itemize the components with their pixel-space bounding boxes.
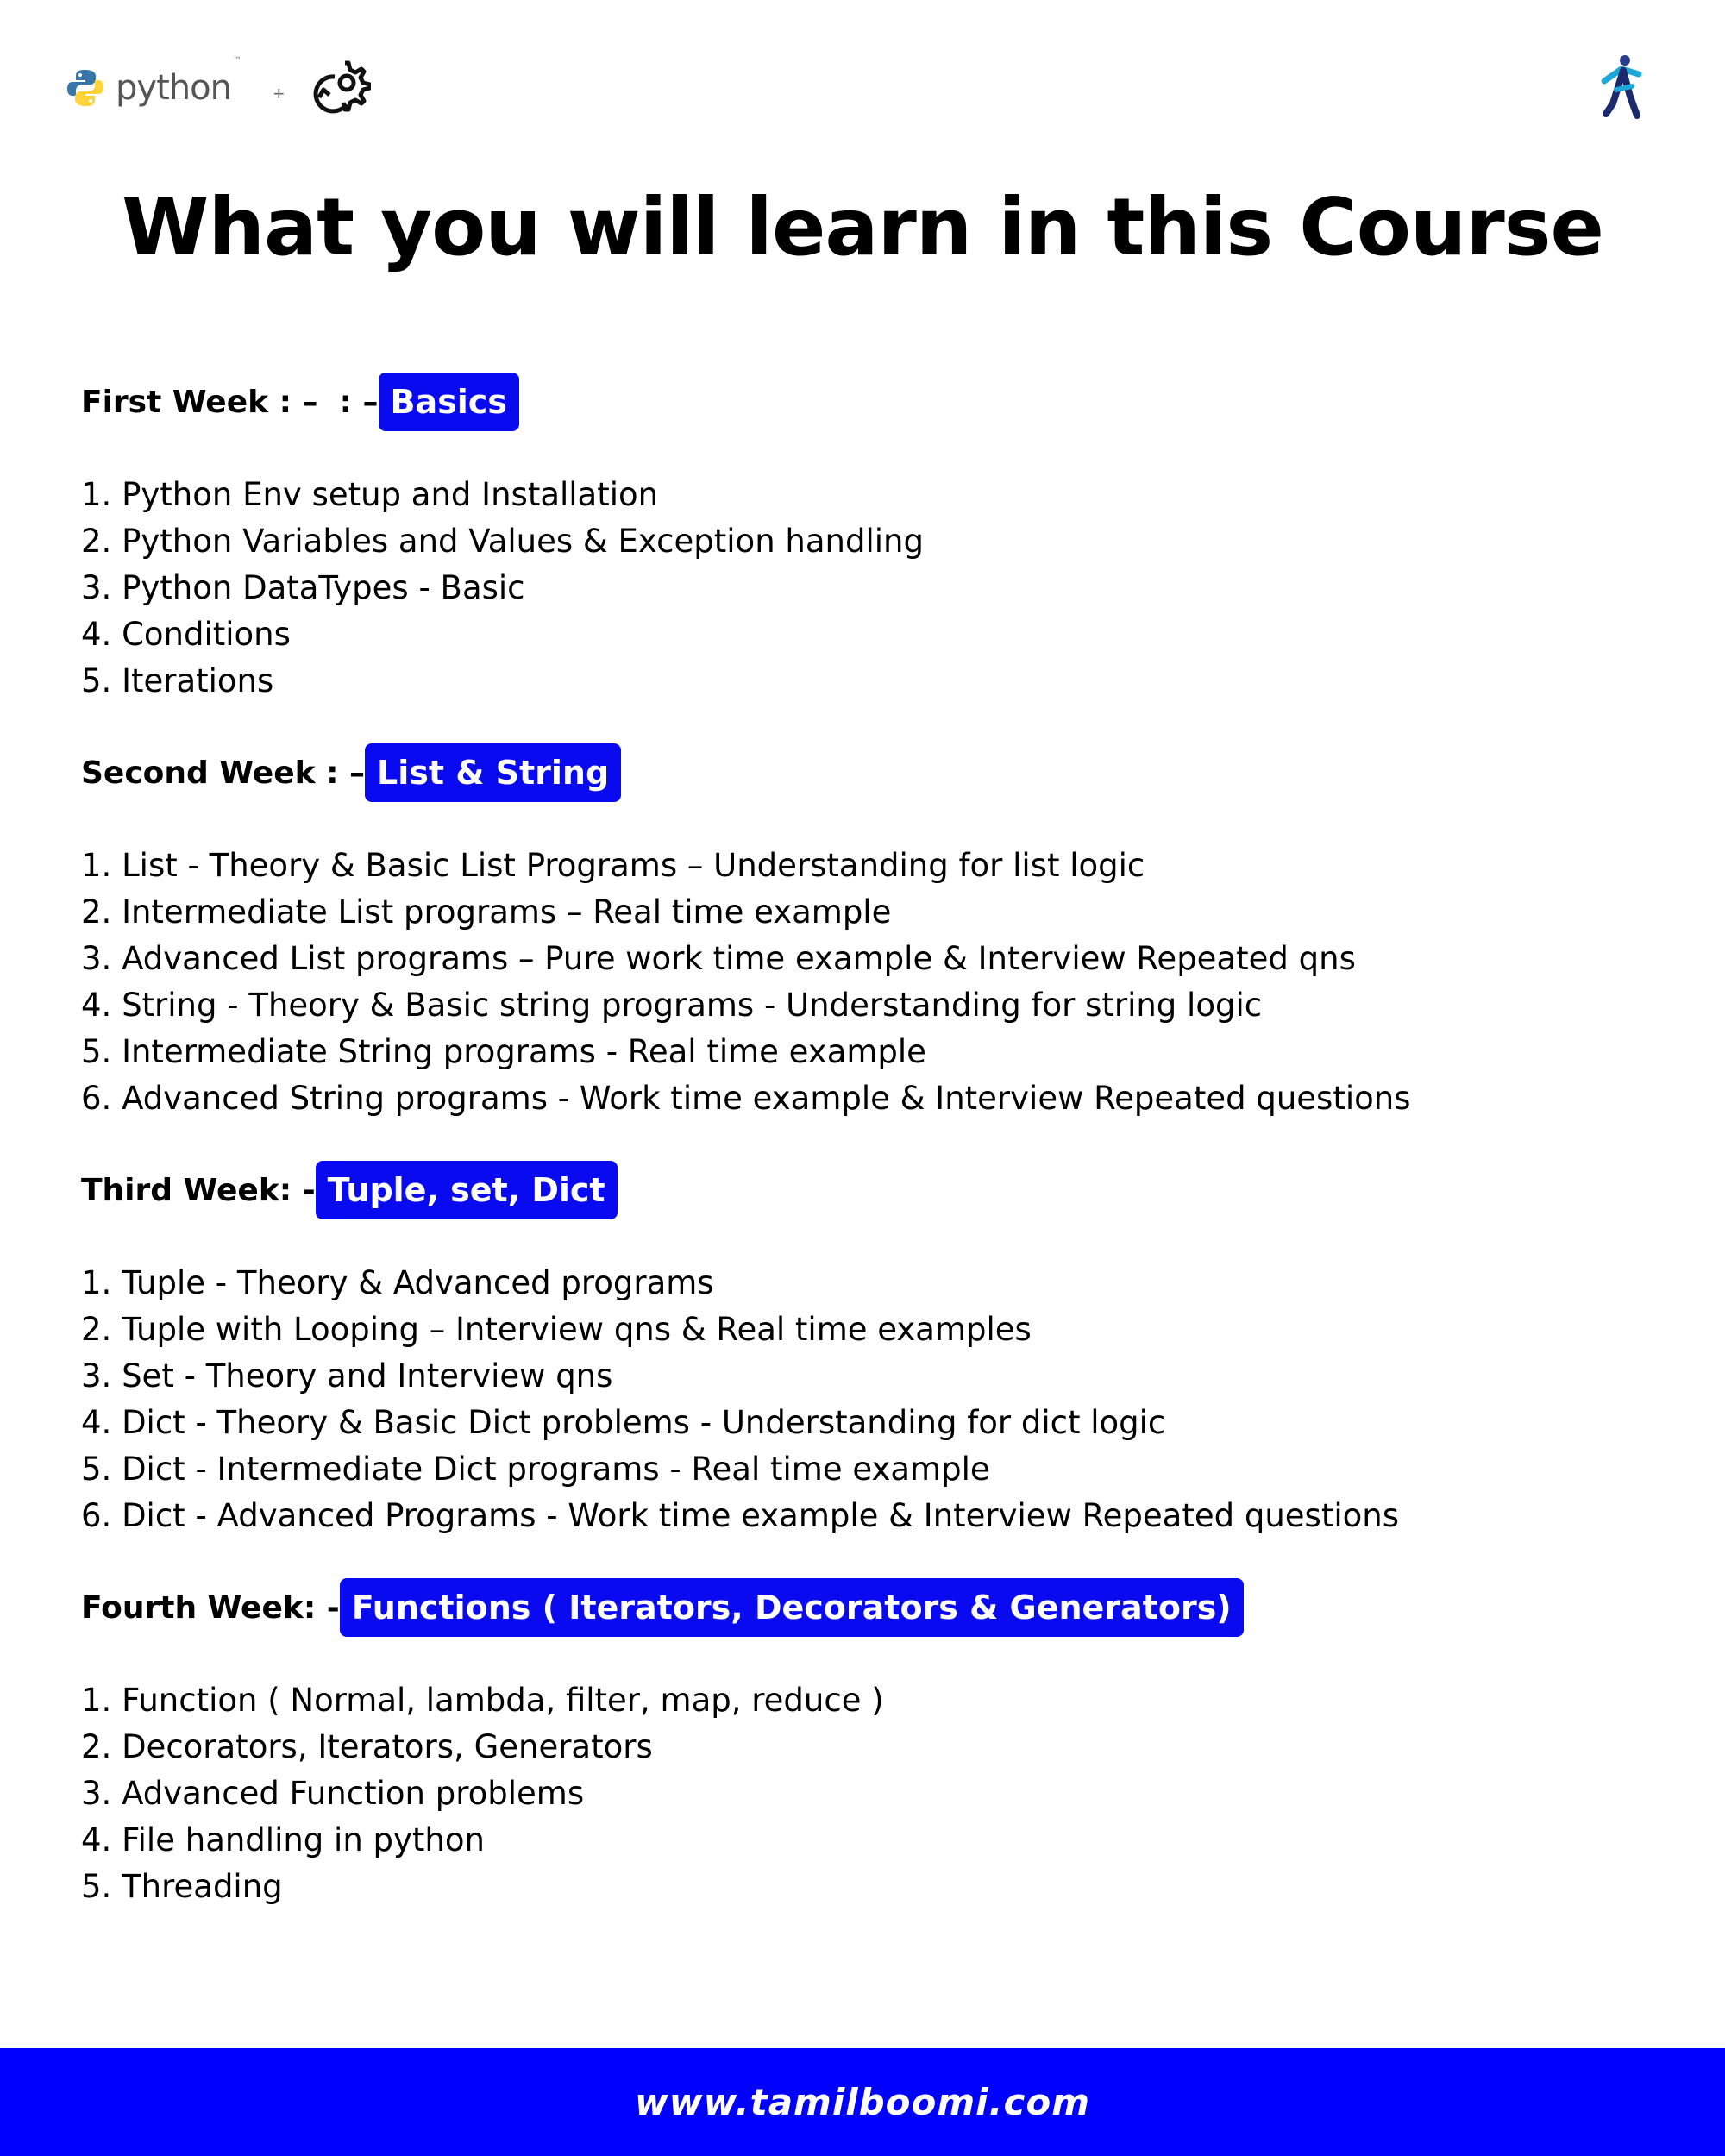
list-item: 6. Advanced String programs - Work time example & Interview Repeated questions — [81, 1080, 1411, 1117]
week-4-badge: Functions ( Iterators, Decorators & Generators) — [340, 1578, 1244, 1637]
list-item: 4. File handling in python — [81, 1821, 485, 1858]
week-1-prefix: First Week : – : – — [81, 384, 379, 420]
week-1-heading — [81, 373, 519, 431]
list-item: 5. Dict - Intermediate Dict programs - Real time example — [81, 1451, 990, 1488]
python-logo-icon — [66, 68, 105, 108]
list-item: 2. Tuple with Looping – Interview qns & Real time examples — [81, 1311, 1032, 1348]
list-item: 3. Python DataTypes - Basic — [81, 569, 525, 606]
list-item: 5. Threading — [81, 1868, 283, 1905]
week-4-items — [81, 1677, 884, 1910]
week-1-items — [81, 472, 924, 705]
week-3-items — [81, 1260, 1399, 1539]
list-item: 2. Intermediate List programs – Real time example — [81, 893, 892, 931]
list-item: 4. Dict - Theory & Basic Dict problems - Understanding for dict logic — [81, 1404, 1166, 1441]
page-title: What you will learn in this Course — [122, 181, 1603, 273]
person-logo-icon — [1587, 52, 1656, 121]
footer-bar — [0, 2048, 1725, 2156]
week-2-badge: List & String — [365, 743, 621, 802]
list-item: 6. Dict - Advanced Programs - Work time example & Interview Repeated questions — [81, 1497, 1399, 1534]
week-2-prefix: Second Week : – — [81, 755, 366, 791]
week-4-heading — [81, 1578, 1244, 1637]
list-item: 1. List - Theory & Basic List Programs – Understanding for list logic — [81, 847, 1145, 884]
week-2-items — [81, 843, 1410, 1122]
list-item: 3. Advanced Function problems — [81, 1775, 585, 1812]
week-3-heading — [81, 1161, 618, 1219]
list-item: 5. Iterations — [81, 662, 274, 699]
python-wordmark: python™ — [116, 56, 241, 108]
plus-sign: + — [273, 83, 285, 104]
week-3-badge: Tuple, set, Dict — [316, 1161, 618, 1219]
python-logo — [66, 56, 241, 108]
list-item: 4. Conditions — [81, 616, 291, 653]
list-item: 1. Function ( Normal, lambda, filter, map, reduce ) — [81, 1682, 884, 1719]
header-logos — [66, 53, 371, 122]
footer-url[interactable]: www.tamilboomi.com — [634, 2081, 1091, 2123]
week-4-prefix: Fourth Week: - — [81, 1589, 340, 1626]
week-3-prefix: Third Week: - — [81, 1172, 316, 1208]
list-item: 3. Set - Theory and Interview qns — [81, 1357, 613, 1395]
list-item: 3. Advanced List programs – Pure work time example & Interview Repeated qns — [81, 940, 1356, 977]
list-item: 2. Decorators, Iterators, Generators — [81, 1728, 653, 1765]
list-item: 2. Python Variables and Values & Exception handling — [81, 523, 924, 560]
list-item: 5. Intermediate String programs - Real time example — [81, 1033, 926, 1070]
list-item: 1. Tuple - Theory & Advanced programs — [81, 1264, 714, 1301]
week-2-heading — [81, 743, 621, 802]
list-item: 4. String - Theory & Basic string programs - Understanding for string logic — [81, 987, 1263, 1024]
gear-refresh-icon — [310, 58, 371, 118]
week-1-badge: Basics — [379, 373, 519, 431]
list-item: 1. Python Env setup and Installation — [81, 476, 659, 513]
